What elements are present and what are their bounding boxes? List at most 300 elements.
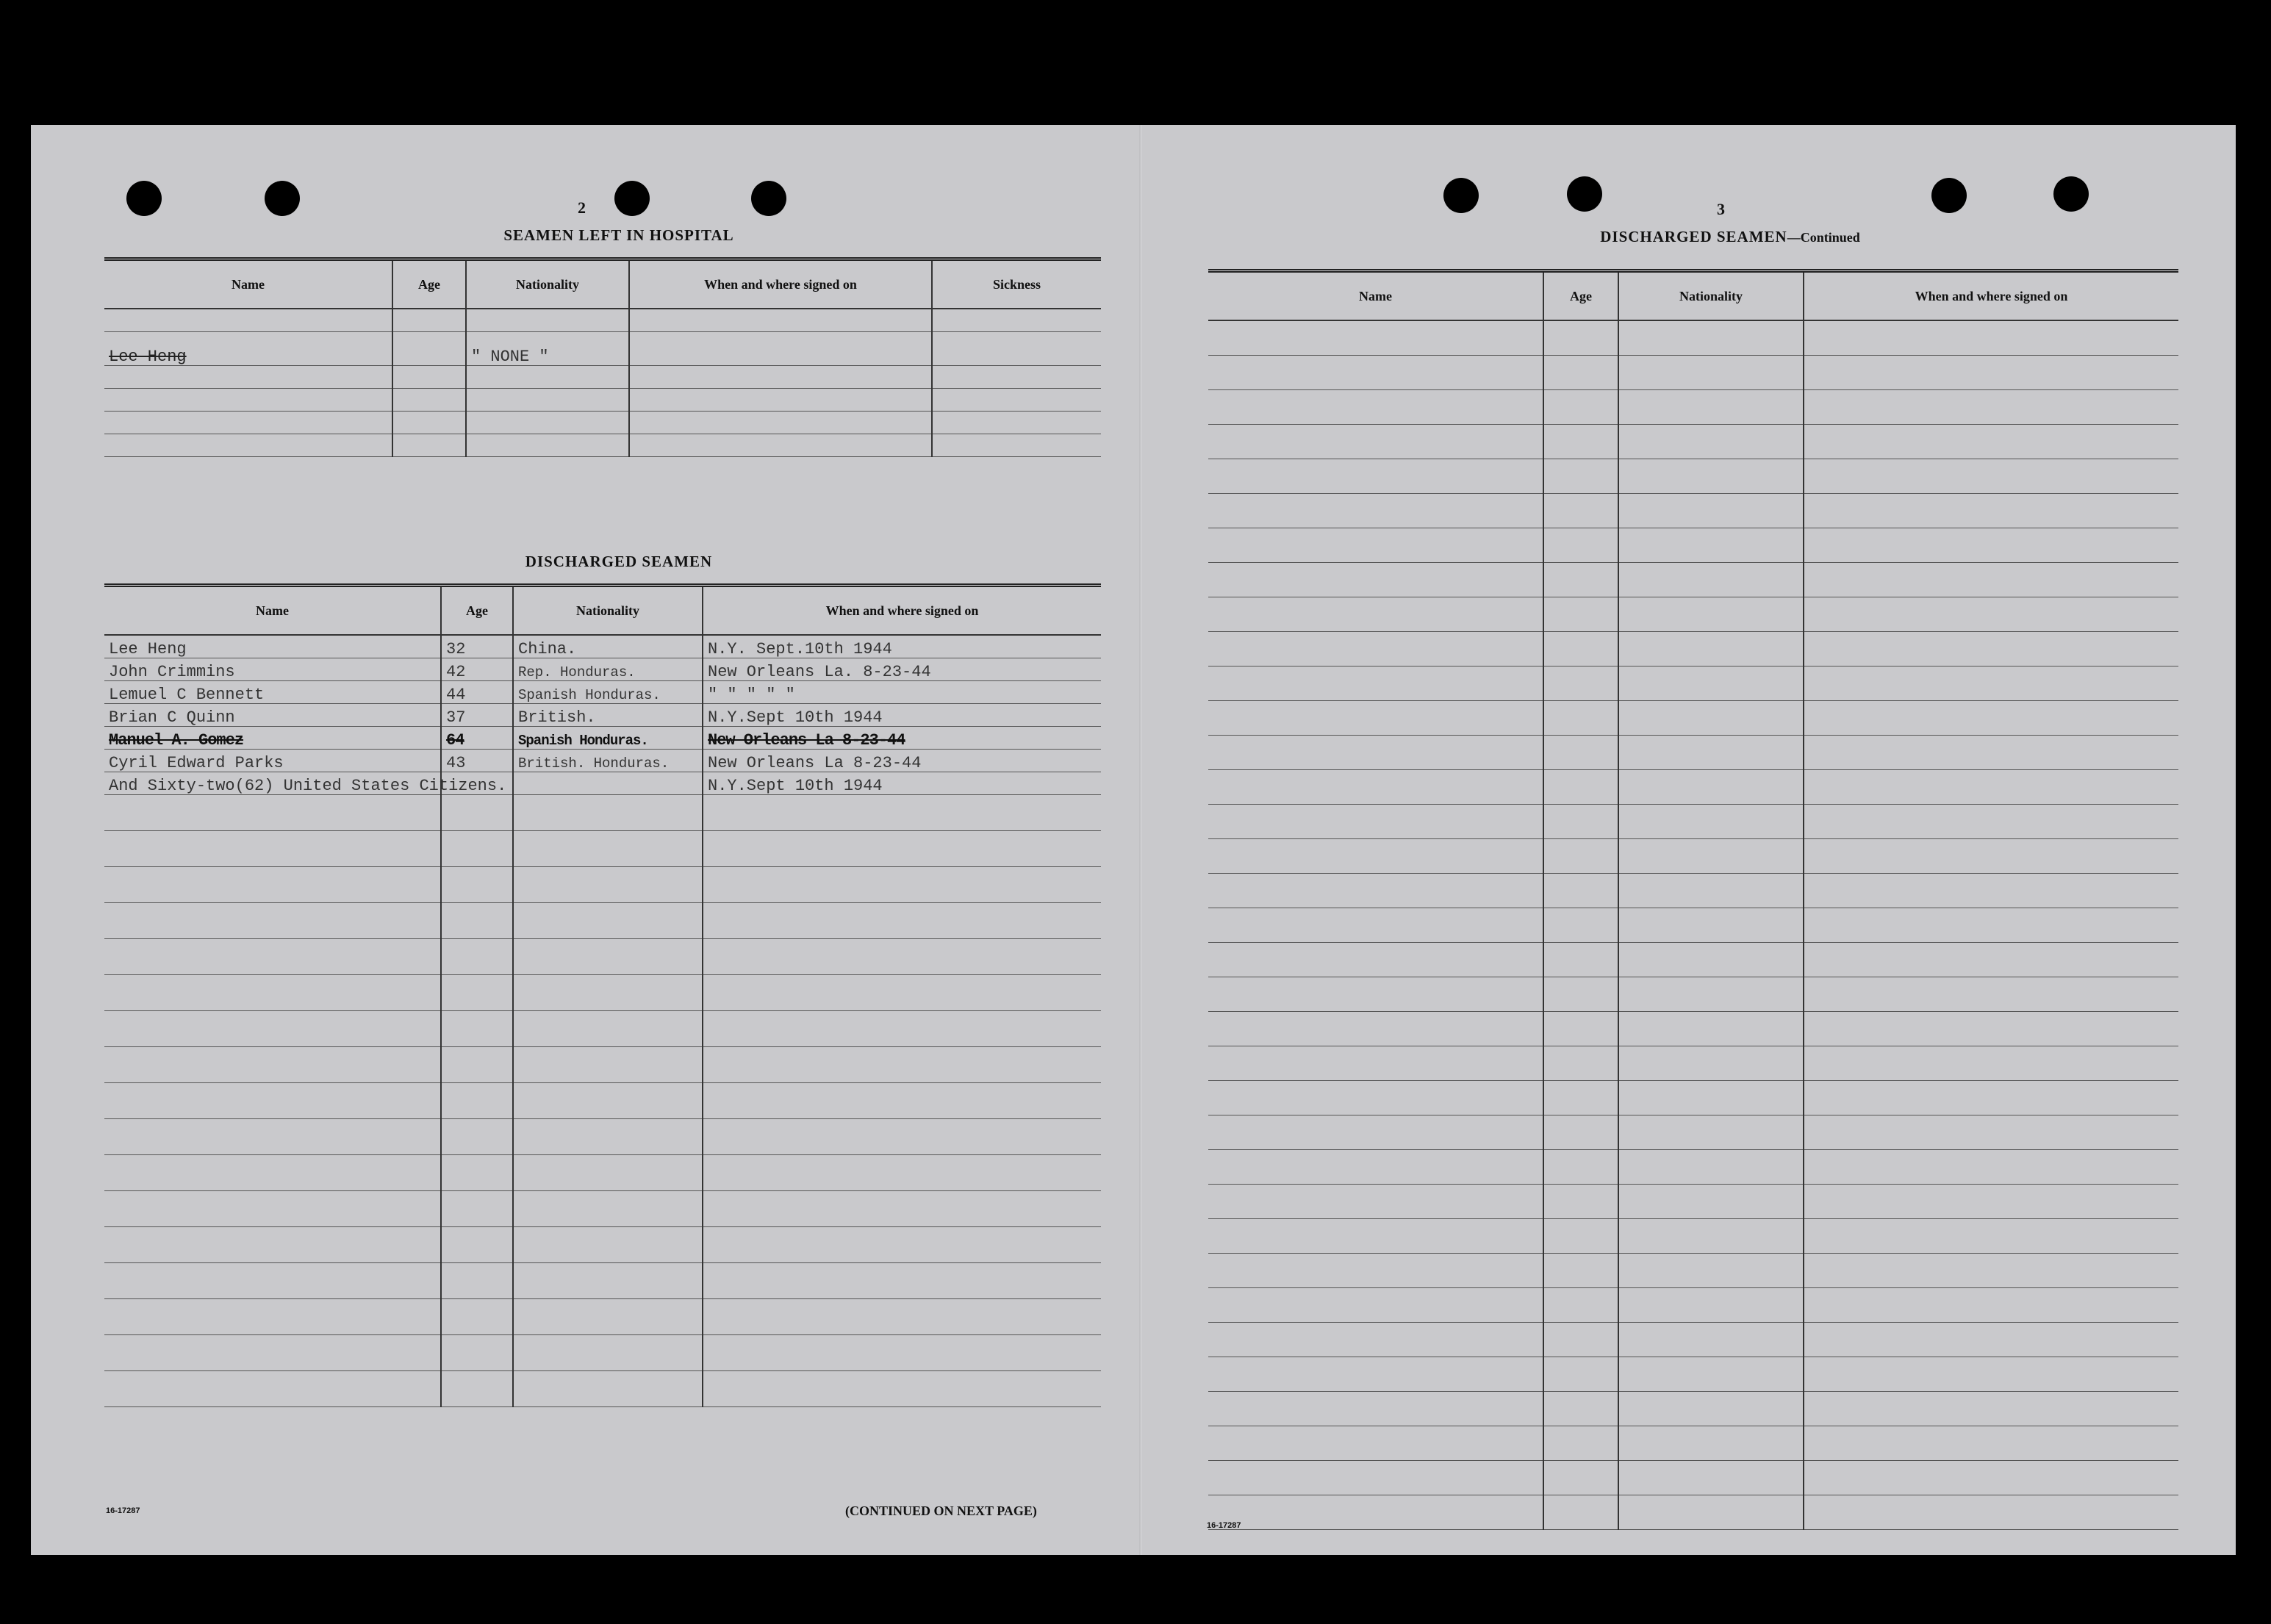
cell: [1208, 425, 1543, 459]
table-row: [104, 795, 1101, 831]
cell: [1804, 1495, 2178, 1530]
cell: [703, 975, 1101, 1011]
cell: [1208, 563, 1543, 597]
table-row: [1208, 1185, 2178, 1219]
table-row: [1208, 563, 2178, 597]
table-row: [1208, 1357, 2178, 1392]
cell: [1543, 701, 1618, 736]
table-row: [1208, 1115, 2178, 1150]
table-row: [1208, 667, 2178, 701]
cell: [513, 1263, 703, 1299]
cell: [1208, 1254, 1543, 1288]
table-row: [1208, 528, 2178, 563]
cell: [703, 795, 1101, 831]
cell: [104, 1191, 441, 1227]
cell: 37: [441, 704, 513, 727]
page-number: 2: [578, 198, 586, 217]
cell: [441, 1155, 513, 1191]
cell: Lemuel C Bennett: [104, 681, 441, 704]
table-row: [1208, 805, 2178, 839]
cell: N.Y.Sept 10th 1944: [703, 772, 1101, 795]
cell: [441, 1227, 513, 1263]
table-row: [104, 939, 1101, 975]
cell-nationality: " NONE ": [466, 332, 629, 366]
col-header-name: Name: [104, 259, 392, 309]
cell: [392, 366, 466, 389]
cell: [1208, 597, 1543, 632]
cell: [1618, 908, 1804, 943]
cell: [1804, 874, 2178, 908]
cell: [1208, 1150, 1543, 1185]
cell: [441, 1371, 513, 1407]
cell: [513, 1011, 703, 1047]
right-page: [1142, 125, 2236, 1555]
table-row: [1208, 1495, 2178, 1530]
table-row: [104, 975, 1101, 1011]
table-row: [104, 1119, 1101, 1155]
cell: [1543, 597, 1618, 632]
cell: [1208, 977, 1543, 1012]
cell: [104, 831, 441, 867]
table-row: [104, 1155, 1101, 1191]
cell: [392, 434, 466, 457]
table-row: [104, 704, 1101, 727]
cell: [932, 389, 1101, 412]
table-row: [1208, 1461, 2178, 1495]
table-row: [1208, 494, 2178, 528]
cell: [1804, 977, 2178, 1012]
cell: [104, 1227, 441, 1263]
cell: [1543, 736, 1618, 770]
table-row: [1208, 1046, 2178, 1081]
cell: [1543, 1115, 1618, 1150]
cell: [1543, 667, 1618, 701]
cell: [1543, 1150, 1618, 1185]
cell: [1208, 701, 1543, 736]
table-row: [104, 681, 1101, 704]
cell: [629, 309, 932, 332]
cell: [1543, 1185, 1618, 1219]
cell: [1618, 597, 1804, 632]
cell: [513, 1371, 703, 1407]
cell: [1804, 459, 2178, 494]
cell: [1208, 1046, 1543, 1081]
cell: [1618, 1288, 1804, 1323]
col-header-nationality: Nationality: [513, 586, 703, 636]
cell: [1208, 1081, 1543, 1115]
cell: [703, 1155, 1101, 1191]
cell: [1543, 1288, 1618, 1323]
cell: [513, 795, 703, 831]
cell: [1543, 425, 1618, 459]
cell: [104, 867, 441, 903]
cell: [513, 1083, 703, 1119]
cell: [1618, 1254, 1804, 1288]
cell: [1543, 1046, 1618, 1081]
cell: [513, 939, 703, 975]
table-row: [1208, 1012, 2178, 1046]
cell: [1543, 1219, 1618, 1254]
cell: 44: [441, 681, 513, 704]
cell: [1618, 1495, 1804, 1530]
cell: [104, 1335, 441, 1371]
cell: [703, 1299, 1101, 1335]
cell: [1618, 1461, 1804, 1495]
cell: [104, 903, 441, 939]
cell: [703, 1227, 1101, 1263]
cell: [1618, 1357, 1804, 1392]
cell: [441, 867, 513, 903]
cell: [629, 412, 932, 434]
cell: [104, 1047, 441, 1083]
table-row: [104, 831, 1101, 867]
cell: [1804, 908, 2178, 943]
cell: [1804, 528, 2178, 563]
cell: [629, 366, 932, 389]
cell: [1208, 1219, 1543, 1254]
cell: [703, 1191, 1101, 1227]
cell: [104, 434, 392, 457]
cell: [392, 309, 466, 332]
table-row: [104, 1191, 1101, 1227]
cell: [441, 1191, 513, 1227]
cell: [1543, 977, 1618, 1012]
table-row: [1208, 908, 2178, 943]
col-header-age: Age: [392, 259, 466, 309]
cell: British.: [513, 704, 703, 727]
cell: [1618, 1426, 1804, 1461]
cell: [1804, 1288, 2178, 1323]
cell: [104, 939, 441, 975]
cell: [1543, 390, 1618, 425]
cell: [466, 389, 629, 412]
cell: [441, 1299, 513, 1335]
discharged-table: [104, 583, 1101, 1407]
table-row: [1208, 1081, 2178, 1115]
cell: Spanish Honduras.: [513, 727, 703, 750]
cell: [1208, 805, 1543, 839]
cell: [1208, 1426, 1543, 1461]
cell: [1208, 1357, 1543, 1392]
cell: [703, 1119, 1101, 1155]
table-row: [1208, 1254, 2178, 1288]
cell: " " " " ": [703, 681, 1101, 704]
cell: [932, 366, 1101, 389]
cell: [1543, 943, 1618, 977]
cell: [1618, 1046, 1804, 1081]
cell: [1804, 425, 2178, 459]
cell: [513, 1047, 703, 1083]
table-row: [1208, 839, 2178, 874]
cell: [1208, 943, 1543, 977]
cell: [1804, 1461, 2178, 1495]
table-row: [1208, 1426, 2178, 1461]
cell: [104, 366, 392, 389]
cell: [441, 1083, 513, 1119]
table-row: [1208, 736, 2178, 770]
cell: [1804, 1219, 2178, 1254]
cell: [1618, 667, 1804, 701]
cell: [104, 1119, 441, 1155]
cell: [1208, 1461, 1543, 1495]
table-row: [104, 1299, 1101, 1335]
cell: [513, 772, 703, 795]
cell: [1804, 632, 2178, 667]
cell: [1618, 943, 1804, 977]
cell: [1804, 1115, 2178, 1150]
continued-note: (CONTINUED ON NEXT PAGE): [845, 1503, 1037, 1518]
cell: [104, 309, 392, 332]
cell: [1543, 1495, 1618, 1530]
cell: [703, 939, 1101, 975]
left-page: [31, 125, 1139, 1555]
cell: [1208, 1012, 1543, 1046]
cell: [1804, 1254, 2178, 1288]
cell: [441, 1263, 513, 1299]
cell: 64: [441, 727, 513, 750]
cell: [513, 831, 703, 867]
discharged-continued-table: [1208, 269, 2178, 1530]
table-row: [1208, 632, 2178, 667]
cell: [1543, 908, 1618, 943]
cell: [104, 1371, 441, 1407]
cell: [1804, 1150, 2178, 1185]
cell: [1804, 770, 2178, 805]
cell: [1618, 459, 1804, 494]
cell: [1543, 320, 1618, 356]
cell: Cyril Edward Parks: [104, 750, 441, 772]
cell: [513, 1191, 703, 1227]
table-row: [1208, 320, 2178, 356]
cell: [1208, 1115, 1543, 1150]
cell: [466, 412, 629, 434]
col-header-nationality: Nationality: [1618, 271, 1804, 321]
cell: [1543, 1357, 1618, 1392]
cell: [1543, 1081, 1618, 1115]
col-header-signed-on: When and where signed on: [629, 259, 932, 309]
cell: [1804, 943, 2178, 977]
cell: [441, 831, 513, 867]
page-number: 3: [1717, 200, 1725, 218]
cell: [513, 975, 703, 1011]
cell: [1543, 528, 1618, 563]
col-header-signed-on: When and where signed on: [1804, 271, 2178, 321]
cell: Manuel A. Gomez: [104, 727, 441, 750]
cell: [1618, 770, 1804, 805]
cell: [629, 434, 932, 457]
col-header-nationality: Nationality: [466, 259, 629, 309]
cell: [1804, 1046, 2178, 1081]
form-number: 16-17287: [106, 1506, 140, 1515]
discharged-continued-title: [1363, 228, 2098, 246]
table-row: [104, 309, 1101, 332]
cell: [1618, 736, 1804, 770]
table-row: [1208, 770, 2178, 805]
cell: 42: [441, 658, 513, 681]
cell: [1618, 632, 1804, 667]
cell: [441, 1047, 513, 1083]
cell: [1618, 701, 1804, 736]
cell: [703, 1083, 1101, 1119]
cell: [441, 903, 513, 939]
cell: [1804, 1323, 2178, 1357]
cell: [1804, 839, 2178, 874]
cell: N.Y.Sept 10th 1944: [703, 704, 1101, 727]
cell: [104, 1155, 441, 1191]
cell: [441, 939, 513, 975]
table-row: [104, 1263, 1101, 1299]
cell: [703, 1047, 1101, 1083]
cell: [513, 903, 703, 939]
table-row: [1208, 701, 2178, 736]
table-row: [104, 635, 1101, 658]
cell: [703, 903, 1101, 939]
table-row: [1208, 425, 2178, 459]
cell: [104, 975, 441, 1011]
cell: [466, 434, 629, 457]
cell: [104, 795, 441, 831]
cell: [1804, 1426, 2178, 1461]
cell: [1618, 528, 1804, 563]
cell: [1543, 805, 1618, 839]
cell: [1618, 494, 1804, 528]
cell: [1618, 1012, 1804, 1046]
col-header-age: Age: [1543, 271, 1618, 321]
cell: [703, 1011, 1101, 1047]
table-row: [104, 727, 1101, 750]
cell: Rep. Honduras.: [513, 658, 703, 681]
cell: [1208, 494, 1543, 528]
cell: [1543, 459, 1618, 494]
table-row: [1208, 1392, 2178, 1426]
cell: [1618, 839, 1804, 874]
cell: [1208, 1392, 1543, 1426]
discharged-section-title: DISCHARGED SEAMEN: [525, 553, 713, 570]
cell: [1208, 667, 1543, 701]
document-sheet: [31, 125, 2236, 1555]
table-row: [1208, 1219, 2178, 1254]
cell: [703, 831, 1101, 867]
cell: [441, 1011, 513, 1047]
table-row: [104, 366, 1101, 389]
cell: [1543, 632, 1618, 667]
cell: [1543, 563, 1618, 597]
cell: [104, 1083, 441, 1119]
col-header-name: Name: [1208, 271, 1543, 321]
cell: 32: [441, 635, 513, 658]
cell: [703, 1263, 1101, 1299]
cell: [466, 309, 629, 332]
col-header-age: Age: [441, 586, 513, 636]
cell: [932, 332, 1101, 366]
table-row: [104, 434, 1101, 457]
cell: N.Y. Sept.10th 1944: [703, 635, 1101, 658]
cell: [104, 1263, 441, 1299]
cell: [1543, 874, 1618, 908]
table-row: [104, 750, 1101, 772]
cell: [1804, 494, 2178, 528]
cell: [1208, 908, 1543, 943]
cell: [392, 412, 466, 434]
cell: [1618, 1150, 1804, 1185]
cell: [1208, 1185, 1543, 1219]
cell: [1543, 1254, 1618, 1288]
table-row: [1208, 459, 2178, 494]
cell: [1618, 1219, 1804, 1254]
cell: [1543, 494, 1618, 528]
cell: [104, 389, 392, 412]
cell: John Crimmins: [104, 658, 441, 681]
cell: [1208, 632, 1543, 667]
cell: [1618, 1323, 1804, 1357]
cell: [1208, 874, 1543, 908]
table-row: [104, 1335, 1101, 1371]
cell: Brian C Quinn: [104, 704, 441, 727]
table-row: [1208, 1150, 2178, 1185]
cell: [932, 434, 1101, 457]
cell: [104, 1299, 441, 1335]
table-row: [104, 1083, 1101, 1119]
table-row: [104, 867, 1101, 903]
cell: [1208, 1323, 1543, 1357]
cell: [1804, 356, 2178, 390]
cell: [1804, 1185, 2178, 1219]
cell: [1618, 1115, 1804, 1150]
cell: [1804, 320, 2178, 356]
hospital-table: [104, 257, 1101, 457]
cell: [1208, 528, 1543, 563]
cell: [1804, 736, 2178, 770]
cell: [703, 867, 1101, 903]
cell: [513, 1119, 703, 1155]
table-row: [104, 412, 1101, 434]
table-row: [1208, 597, 2178, 632]
cell: [1208, 390, 1543, 425]
cell: [1618, 1081, 1804, 1115]
cell: [441, 975, 513, 1011]
cell: [1208, 356, 1543, 390]
table-row: [1208, 874, 2178, 908]
table-row: [1208, 977, 2178, 1012]
cell: New Orleans La 8-23-44: [703, 750, 1101, 772]
cell: [392, 332, 466, 366]
cell: [703, 1371, 1101, 1407]
cell: [1208, 736, 1543, 770]
cell: [1804, 701, 2178, 736]
cell: [1804, 805, 2178, 839]
cell: New Orleans La. 8-23-44: [703, 658, 1101, 681]
table-row: [104, 1011, 1101, 1047]
cell: [1543, 1426, 1618, 1461]
cell: British. Honduras.: [513, 750, 703, 772]
cell: [441, 1335, 513, 1371]
cell: [1618, 805, 1804, 839]
table-row: [1208, 1288, 2178, 1323]
cell: [104, 1011, 441, 1047]
cell: [1618, 390, 1804, 425]
col-header-name: Name: [104, 586, 441, 636]
cell: [1618, 563, 1804, 597]
cell: [1804, 1081, 2178, 1115]
cell: [1543, 839, 1618, 874]
hospital-section-title: SEAMEN LEFT IN HOSPITAL: [503, 226, 734, 244]
cell: [1208, 1288, 1543, 1323]
cell: [1543, 356, 1618, 390]
cell: [1208, 839, 1543, 874]
cell: [1804, 1357, 2178, 1392]
cell: [1804, 597, 2178, 632]
cell: [629, 389, 932, 412]
